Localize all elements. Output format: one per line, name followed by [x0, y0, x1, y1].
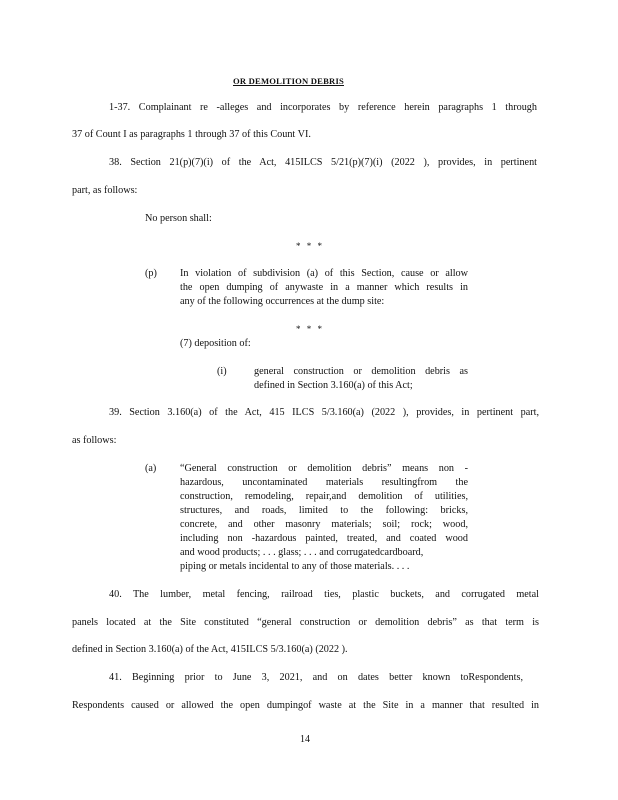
ellipsis-stars-2: * * * [296, 324, 324, 334]
paragraph-1-37-line-1: 1-37. Complainant re -alleges and incorporates by reference herein paragraphs 1 through [109, 102, 537, 113]
paragraph-41-line-2: Respondents caused or allowed the open dumpingof waste at the Site in a manner that resulted in [72, 700, 539, 711]
subsection-p-line-3: any of the following occurrences at the dump site: [180, 296, 385, 307]
subsection-p-label: (p) [145, 268, 157, 279]
paragraph-39-line-1: 39. Section 3.160(a) of the Act, 415 ILCS 5/3.160(a) (2022 ), provides, in pertinent part, [109, 407, 539, 418]
subsection-a-line-6: including non -hazardous painted, treated, and coated wood [180, 533, 468, 544]
subsection-i-label: (i) [217, 366, 227, 377]
subsection-a-line-1: “General construction or demolition debris” means non - [180, 463, 468, 474]
paragraph-38-line-1: 38. Section 21(p)(7)(i) of the Act, 415ILCS 5/21(p)(7)(i) (2022 ), provides, in pertinent [109, 157, 537, 168]
subsection-a-line-2: hazardous, uncontaminated materials resultingfrom the [180, 477, 468, 488]
ellipsis-stars-1: * * * [296, 241, 324, 251]
quote-intro: No person shall: [145, 213, 212, 224]
section-heading: OR DEMOLITION DEBRIS [233, 76, 344, 86]
subsection-a-line-4: structures, and roads, limited to the following: bricks, [180, 505, 468, 516]
paragraph-1-37-line-2: 37 of Count I as paragraphs 1 through 37 of this Count VI. [72, 129, 311, 140]
subsection-p-line-2: the open dumping of anywaste in a manner which results in [180, 282, 468, 293]
paragraph-38-line-2: part, as follows: [72, 185, 138, 196]
subsection-7: (7) deposition of: [180, 338, 251, 349]
paragraph-39-line-2: as follows: [72, 435, 117, 446]
paragraph-40-line-3: defined in Section 3.160(a) of the Act, 415ILCS 5/3.160(a) (2022 ). [72, 644, 348, 655]
subsection-a-line-5: concrete, and other masonry materials; soil; rock; wood, [180, 519, 468, 530]
subsection-i-line-1: general construction or demolition debris as [254, 366, 468, 377]
subsection-a-line-7: and wood products; . . . glass; . . . and corrugatedcardboard, [180, 547, 424, 558]
subsection-p-line-1: In violation of subdivision (a) of this Section, cause or allow [180, 268, 468, 279]
paragraph-41-line-1: 41. Beginning prior to June 3, 2021, and on dates better known toRespondents, [109, 672, 523, 683]
paragraph-40-line-2: panels located at the Site constituted “general construction or demolition debris” as that term is [72, 617, 539, 628]
page-number: 14 [300, 734, 310, 745]
subsection-a-line-3: construction, remodeling, repair,and demolition of utilities, [180, 491, 468, 502]
subsection-i-line-2: defined in Section 3.160(a) of this Act; [254, 380, 413, 391]
subsection-a-label: (a) [145, 463, 157, 474]
paragraph-40-line-1: 40. The lumber, metal fencing, railroad ties, plastic buckets, and corrugated metal [109, 589, 539, 600]
subsection-a-line-8: piping or metals incidental to any of those materials. . . . [180, 561, 410, 572]
